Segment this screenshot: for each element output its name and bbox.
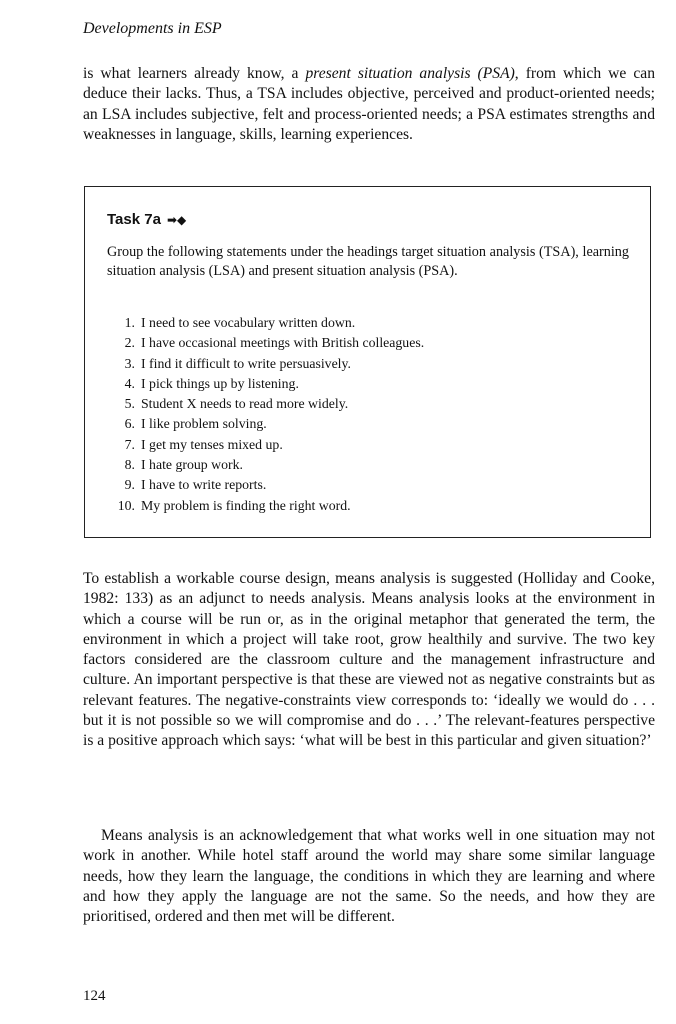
body-paragraph-acknowledgement: Means analysis is an acknowledgement that what works well in one situation may not work in another. While hotel staff around the world may share some similar language needs, how they learn the language, the conditions in which they are learning and where and how they apply the language are not the same. So the needs, and how they are prioritised, ordered and then met will be different. bbox=[83, 827, 655, 926]
list-item-number: 2. bbox=[124, 335, 135, 351]
list-item-number: 9. bbox=[124, 477, 135, 493]
intro-emphasis: present situation analysis (PSA) bbox=[305, 65, 515, 82]
list-item bbox=[107, 333, 424, 353]
list-item-text: Student X needs to read more widely. bbox=[141, 396, 349, 412]
list-item bbox=[107, 475, 424, 495]
list-item-text: I like problem solving. bbox=[141, 416, 267, 432]
list-item-text: I hate group work. bbox=[141, 457, 243, 473]
task-box bbox=[84, 186, 651, 538]
list-item-number: 7. bbox=[124, 436, 135, 452]
list-item-text: I pick things up by listening. bbox=[141, 375, 299, 391]
list-item-text: I have to write reports. bbox=[141, 477, 267, 493]
list-item bbox=[107, 313, 424, 333]
list-item bbox=[107, 394, 424, 414]
task-instructions: Group the following statements under the headings target situation analysis (TSA), learning situation analysis (LSA) and present situation analysis (PSA). bbox=[107, 244, 629, 279]
body-paragraph-means-analysis: To establish a workable course design, means analysis is suggested (Holliday and Cooke, 1982: 133) as an adjunct to needs analysis. Means analysis looks at the environment in which a course will be run or, as in the original metaphor that generated the term, the environment in which a project will take root, grow healthily and survive. The two key factors considered are the classroom culture and the management infrastructure and culture. An important perspective is that these are viewed not as negative constraints but as relevant features. The negative-constraints view corresponds to: ‘ideally we would do . . . but it is not possible so we will compromise and do . . .’ The relevant-features perspective is a positive approach which says: ‘what will be best in this particular and given situation?’ bbox=[83, 570, 655, 750]
list-item-number: 6. bbox=[124, 416, 135, 432]
list-item-number: 5. bbox=[124, 396, 135, 412]
list-item bbox=[107, 354, 424, 374]
list-item-text: I get my tenses mixed up. bbox=[141, 436, 283, 452]
list-item-number: 4. bbox=[124, 375, 135, 391]
list-item-number: 10. bbox=[117, 497, 135, 513]
answer-key-arrow-icon: ➡◆ bbox=[166, 213, 187, 227]
running-head: Developments in ESP bbox=[83, 20, 222, 37]
list-item-text: I have occasional meetings with British colleagues. bbox=[141, 335, 425, 351]
task-list bbox=[107, 313, 424, 516]
intro-text-start: is what learners already know, a bbox=[83, 65, 306, 82]
list-item-text: I need to see vocabulary written down. bbox=[141, 315, 356, 330]
task-title-text: Task 7a bbox=[107, 211, 161, 228]
intro-text-end: , from which we can deduce their lacks. Thus, a TSA includes objective, perceived and product-oriented needs; an LSA includes subjective, felt and process-oriented needs; a PSA estimates strengths and weaknesses in language, skills, learning experiences. bbox=[83, 65, 655, 143]
list-item-number: 1. bbox=[124, 315, 135, 330]
page-number: 124 bbox=[83, 988, 106, 1004]
list-item-text: I find it difficult to write persuasively. bbox=[141, 355, 351, 371]
list-item-number: 8. bbox=[124, 457, 135, 473]
task-title bbox=[107, 211, 186, 228]
list-item bbox=[107, 414, 424, 434]
list-item-text: My problem is finding the right word. bbox=[141, 497, 351, 513]
list-item bbox=[107, 455, 424, 475]
list-item bbox=[107, 496, 424, 516]
list-item-number: 3. bbox=[124, 355, 135, 371]
list-item bbox=[107, 374, 424, 394]
intro-paragraph bbox=[83, 64, 655, 145]
list-item bbox=[107, 435, 424, 455]
